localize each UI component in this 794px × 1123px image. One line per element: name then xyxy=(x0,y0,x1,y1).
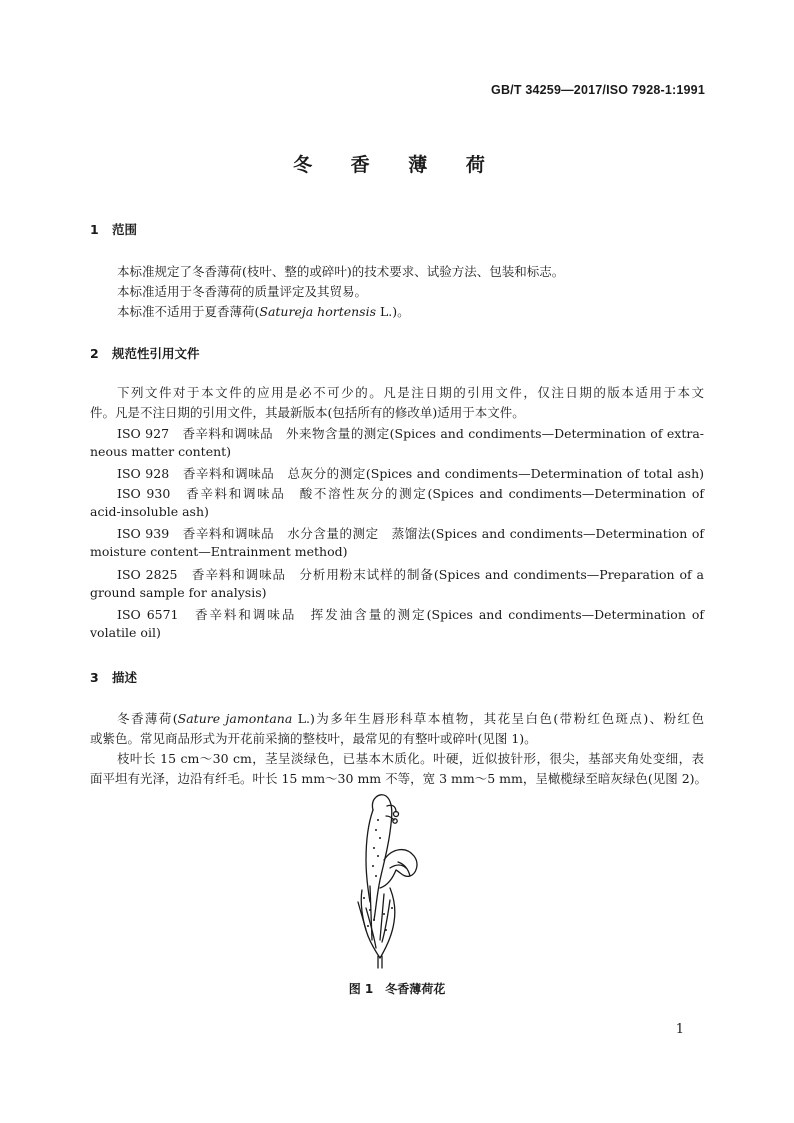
section-number: 1 xyxy=(90,222,99,237)
reference-iso-6571-line-2: volatile oil) xyxy=(90,625,161,640)
scope-paragraph-3 xyxy=(117,302,410,320)
section-title: 描述 xyxy=(112,670,138,685)
reference-iso-927-line-2: neous matter content) xyxy=(90,444,232,459)
reference-iso-928: ISO 928 香辛料和调味品 总灰分的测定(Spices and condiments—Determination of total ash) xyxy=(117,466,704,481)
references-intro-line-1: 下列文件对于本文件的应用是必不可少的。凡是注日期的引用文件，仅注日期的版本适用于本文 xyxy=(117,385,704,400)
latin-name: Satureja hortensis xyxy=(259,304,377,319)
reference-iso-2825-line-2: ground sample for analysis) xyxy=(90,585,267,600)
text-segment: L.)。 xyxy=(376,304,410,319)
reference-iso-930-line-1: ISO 930 香辛料和调味品 酸不溶性灰分的测定(Spices and condiments—Determination of xyxy=(117,486,704,501)
section-number: 3 xyxy=(90,670,99,685)
section-2-heading xyxy=(90,344,200,362)
reference-iso-930-line-2: acid-insoluble ash) xyxy=(90,504,209,519)
reference-iso-6571-line-1: ISO 6571 香辛料和调味品 挥发油含量的测定(Spices and condiments—Determination of xyxy=(117,607,704,622)
standard-code: GB/T 34259—2017/ISO 7928-1:1991 xyxy=(491,83,705,97)
text-segment: L.)为多年生唇形科草本植物，其花呈白色(带粉红色斑点)、粉红色 xyxy=(292,711,704,726)
description-paragraph-1-line-2: 或紫色。常见商品形式为开花前采摘的整枝叶，最常见的有整叶或碎叶(见图 1)。 xyxy=(90,731,537,746)
latin-name: Sature jamontana xyxy=(177,711,293,726)
description-paragraph-2-line-1: 枝叶长 15 cm～30 cm，茎呈淡绿色，已基本木质化。叶硬，近似披针形，很尖，基部夹角处变细，表 xyxy=(117,751,704,766)
section-number: 2 xyxy=(90,346,99,361)
section-title: 范围 xyxy=(112,222,138,237)
references-intro-line-2: 件。凡是不注日期的引用文件，其最新版本(包括所有的修改单)适用于本文件。 xyxy=(90,405,525,420)
text-segment: 冬香薄荷( xyxy=(117,711,178,726)
document-title: 冬 香 薄 荷 xyxy=(293,154,501,176)
savory-flower-illustration xyxy=(340,790,450,970)
reference-iso-2825-line-1: ISO 2825 香辛料和调味品 分析用粉末试样的制备(Spices and condiments—Preparation of a xyxy=(117,567,704,582)
figure-caption: 图 1 冬香薄荷花 xyxy=(348,982,446,996)
description-paragraph-1-line-1 xyxy=(117,709,704,727)
description-paragraph-2-line-2: 面平坦有光泽，边沿有纤毛。叶长 15 mm～30 mm 不等，宽 3 mm～5 mm，呈橄榄绿至暗灰绿色(见图 2)。 xyxy=(90,771,708,786)
text-segment: 本标准不适用于夏香薄荷( xyxy=(117,304,260,319)
scope-paragraph-2: 本标准适用于冬香薄荷的质量评定及其贸易。 xyxy=(117,284,368,299)
reference-iso-939-line-2: moisture content—Entrainment method) xyxy=(90,544,348,559)
reference-iso-927-line-1: ISO 927 香辛料和调味品 外来物含量的测定(Spices and condiments—Determination of extra- xyxy=(117,426,704,441)
scope-paragraph-1: 本标准规定了冬香薄荷(枝叶、整的或碎叶)的技术要求、试验方法、包装和标志。 xyxy=(117,264,565,279)
section-1-heading xyxy=(90,220,137,238)
section-title: 规范性引用文件 xyxy=(112,346,200,361)
reference-iso-939-line-1: ISO 939 香辛料和调味品 水分含量的测定 蒸馏法(Spices and condiments—Determination of xyxy=(117,526,704,541)
section-3-heading xyxy=(90,668,137,686)
page-number: 1 xyxy=(675,1022,684,1037)
